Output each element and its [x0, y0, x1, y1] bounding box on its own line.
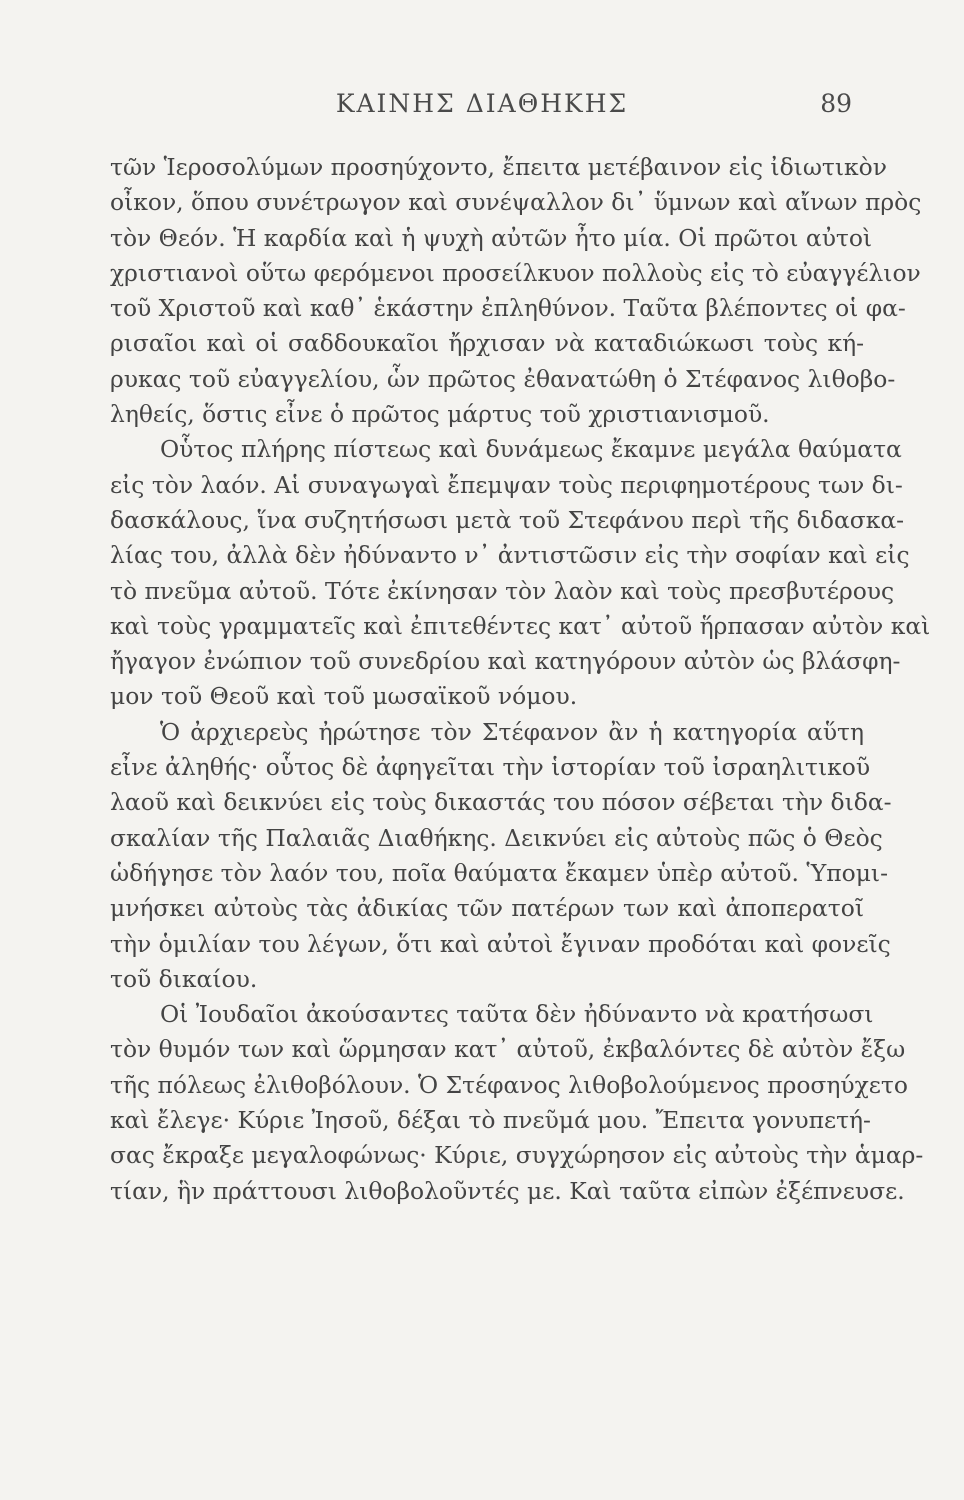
text-line: μνήσκει αὐτοὺς τὰς ἀδικίας τῶν πατέρων των καὶ ἀποπερατοῖ	[110, 894, 864, 923]
text-line: τῆς πόλεως ἐλιθοβόλουν. Ὁ Στέφανος λιθοβολούμενος προσηύχετο	[110, 1070, 908, 1099]
text-line: τὴν ὁμιλίαν του λέγων, ὅτι καὶ αὐτοὶ ἔγιναν προδόται καὶ φονεῖς	[110, 929, 891, 958]
text-line: τίαν, ἣν πράττουσι λιθοβολοῦντές με. Καὶ ταῦτα εἰπὼν ἐξέπνευσε.	[110, 1176, 905, 1205]
text-line: λαοῦ καὶ δεικνύει εἰς τοὺς δικαστάς του πόσον σέβεται τὴν διδα-	[110, 788, 892, 817]
paragraph	[110, 715, 892, 997]
text-line: ὡδήγησε τὸν λαόν του, ποῖα θαύματα ἔκαμεν ὑπὲρ αὐτοῦ. Ὑπομι-	[110, 858, 888, 887]
running-title: ΚΑΙΝΗΣ ΔΙΑΘΗΚΗΣ	[335, 89, 629, 118]
text-line: Οἱ Ἰουδαῖοι ἀκούσαντες ταῦτα δὲν ἠδύναντο νὰ κρατήσωσι	[160, 1000, 874, 1029]
body-text	[110, 150, 931, 1209]
text-line: ληθείς, ὅστις εἶνε ὁ πρῶτος μάρτυς τοῦ χριστιανισμοῦ.	[110, 400, 770, 429]
text-line: ἤγαγον ἐνώπιον τοῦ συνεδρίου καὶ κατηγόρουν αὐτὸν ὡς βλάσφη-	[110, 647, 901, 676]
text-line: καὶ ἔλεγε· Κύριε Ἰησοῦ, δέξαι τὸ πνεῦμά μου. Ἔπειτα γονυπετή-	[110, 1106, 871, 1135]
text-line: χριστιανοὶ οὕτω φερόμενοι προσείλκυον πολλοὺς εἰς τὸ εὐαγγέλιον	[110, 258, 921, 287]
text-line: ρυκας τοῦ εὐαγγελίου, ὧν πρῶτος ἐθανατώθη ὁ Στέφανος λιθοβο-	[110, 364, 896, 393]
text-line: λίας του, ἀλλὰ δὲν ἠδύναντο ν᾽ ἀντιστῶσιν εἰς τὴν σοφίαν καὶ εἰς	[110, 541, 910, 570]
text-line: Ὁ ἀρχιερεὺς ἠρώτησε τὸν Στέφανον ἂν ἡ κατηγορία αὕτη	[160, 717, 864, 746]
text-line: σκαλίαν τῆς Παλαιᾶς Διαθήκης. Δεικνύει εἰς αὐτοὺς πῶς ὁ Θεὸς	[110, 823, 883, 852]
text-line: οἶκον, ὅπου συνέτρωγον καὶ συνέψαλλον δι᾽ ὕμνων καὶ αἴνων πρὸς	[110, 188, 922, 217]
page-number: 89	[820, 89, 852, 118]
paragraph	[110, 150, 922, 432]
paragraph	[110, 432, 931, 714]
text-line: τοῦ Χριστοῦ καὶ καθ᾽ ἑκάστην ἐπληθύνον. Ταῦτα βλέποντες οἱ φα-	[110, 294, 906, 323]
text-line: τῶν Ἱεροσολύμων προσηύχοντο, ἔπειτα μετέβαινον εἰς ἰδιωτικὸν	[110, 153, 887, 181]
text-line: τὸ πνεῦμα αὐτοῦ. Τότε ἐκίνησαν τὸν λαὸν καὶ τοὺς πρεσβυτέρους	[110, 576, 895, 605]
text-line: καὶ τοὺς γραμματεῖς καὶ ἐπιτεθέντες κατ᾽ αὐτοῦ ἥρπασαν αὐτὸν καὶ	[110, 611, 931, 640]
text-line: σας ἔκραξε μεγαλοφώνως· Κύριε, συγχώρησον εἰς αὐτοὺς τὴν ἁμαρ-	[110, 1141, 924, 1170]
text-line: δασκάλους, ἵνα συζητήσωσι μετὰ τοῦ Στεφάνου περὶ τῆς διδασκα-	[110, 505, 905, 534]
text-line: ρισαῖοι καὶ οἱ σαδδουκαῖοι ἤρχισαν νὰ καταδιώκωσι τοὺς κή-	[110, 329, 864, 358]
text-line: τοῦ δικαίου.	[110, 964, 258, 993]
text-line: Οὗτος πλήρης πίστεως καὶ δυνάμεως ἔκαμνε μεγάλα θαύματα	[160, 435, 902, 464]
text-line: εἰς τὸν λαόν. Αἱ συναγωγαὶ ἔπεμψαν τοὺς περιφημοτέρους των δι-	[110, 470, 903, 499]
paragraph	[110, 997, 924, 1209]
text-line: εἶνε ἀληθής· οὗτος δὲ ἀφηγεῖται τὴν ἱστορίαν τοῦ ἰσραηλιτικοῦ	[110, 753, 871, 782]
running-head	[0, 85, 964, 125]
text-line: τὸν θυμόν των καὶ ὥρμησαν κατ᾽ αὐτοῦ, ἐκβαλόντες δὲ αὐτὸν ἔξω	[110, 1035, 906, 1064]
text-line: τὸν Θεόν. Ἡ καρδία καὶ ἡ ψυχὴ αὐτῶν ἦτο μία. Οἱ πρῶτοι αὐτοὶ	[110, 223, 873, 252]
text-line: μον τοῦ Θεοῦ καὶ τοῦ μωσαϊκοῦ νόμου.	[110, 682, 578, 711]
